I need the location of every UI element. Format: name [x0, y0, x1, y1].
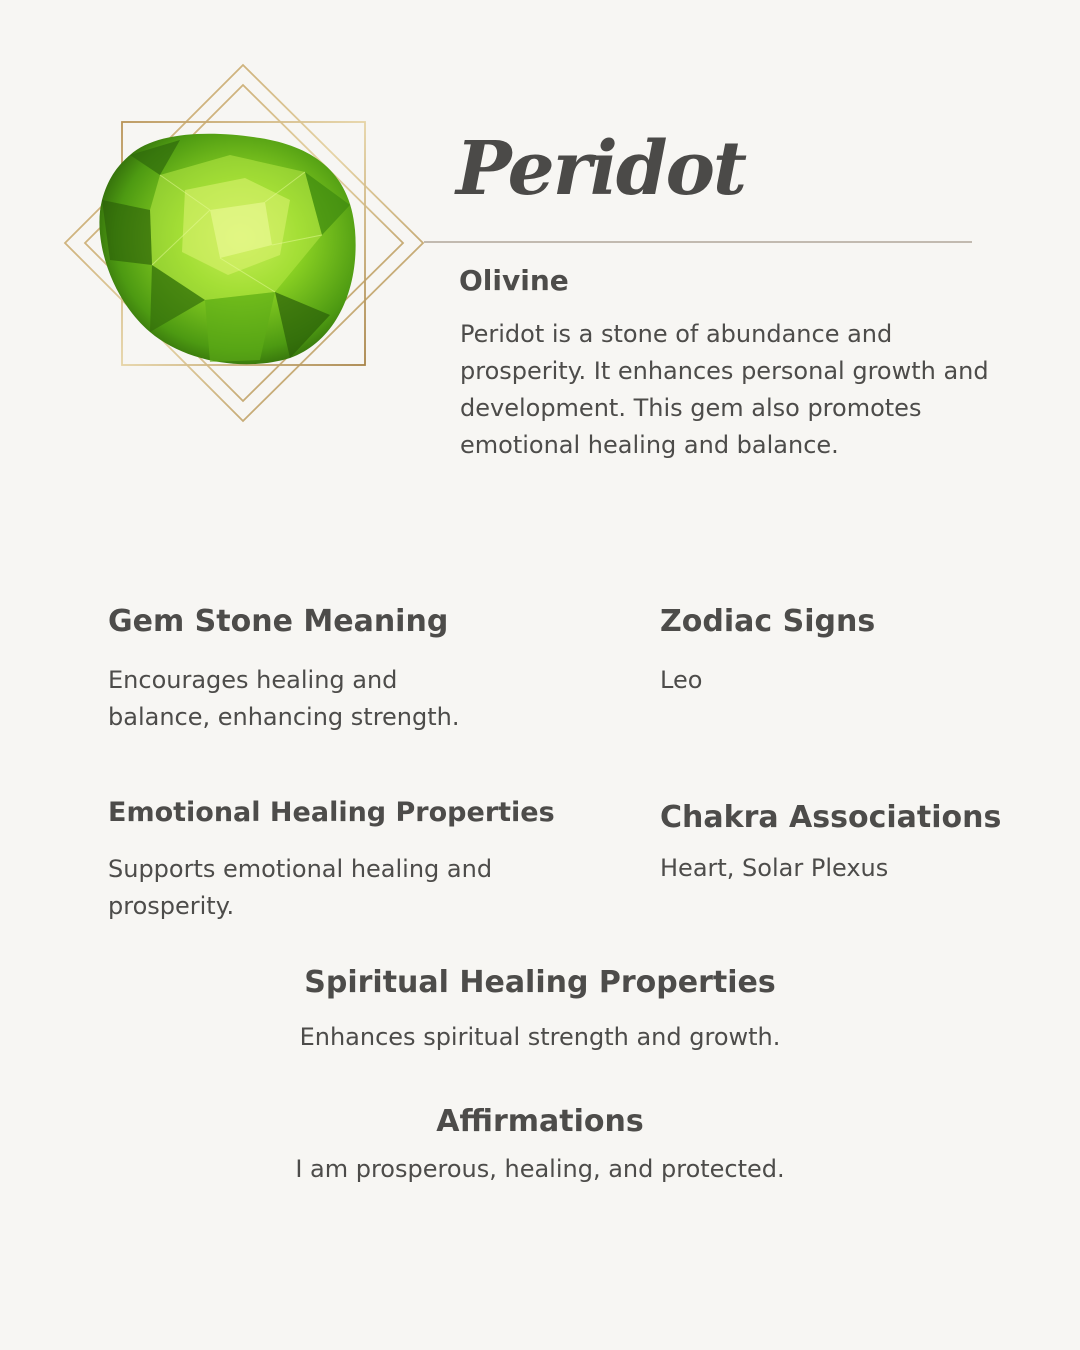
spiritual-healing-heading: Spiritual Healing Properties — [304, 965, 776, 1000]
zodiac-heading: Zodiac Signs — [660, 604, 876, 639]
spiritual-healing-text: Enhances spiritual strength and growth. — [299, 1023, 781, 1051]
affirmations-heading: Affirmations — [436, 1104, 644, 1139]
gem-stone — [99, 134, 355, 364]
emotional-healing-heading: Emotional Healing Properties — [108, 797, 555, 828]
stone-description: Peridot is a stone of abundance and prosperity. It enhances personal growth and development. This gem also promotes emotional healing and balance. — [460, 320, 989, 459]
stone-title: Peridot — [456, 126, 746, 212]
peridot-gem-illustration — [60, 60, 430, 430]
emotional-healing-text: Supports emotional healing and prosperity. — [108, 855, 493, 920]
affirmations-text: I am prosperous, healing, and protected. — [295, 1155, 785, 1183]
zodiac-text: Leo — [660, 666, 703, 694]
chakra-text: Heart, Solar Plexus — [660, 854, 889, 882]
title-divider — [424, 241, 972, 243]
mineral-name: Olivine — [459, 264, 569, 297]
chakra-heading: Chakra Associations — [660, 800, 1002, 835]
gem-meaning-heading: Gem Stone Meaning — [108, 604, 449, 639]
gem-meaning-text: Encourages healing and balance, enhancing strength. — [108, 666, 460, 731]
